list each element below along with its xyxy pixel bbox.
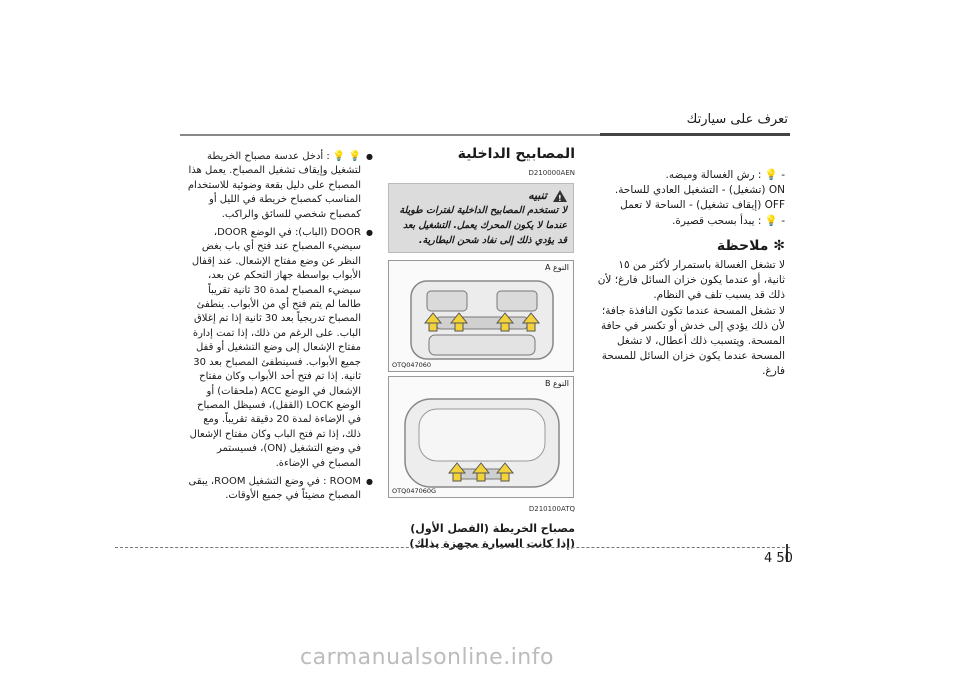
header-rule-accent — [600, 133, 790, 136]
figure-type-a — [388, 260, 574, 372]
bullet-map-lamp: ● 💡 💡 : أدخل عدسة مصباح الخريطة لتشغيل وإيقاف تشغيل المصباح. يعمل هذا المصباح على دليل بقعة وضوئية للاستخدام المناسب كمصباح خريطة في الليل أو كمصباح شخصي للسائق والراكب. — [183, 150, 373, 222]
page-number: 4 50 — [764, 551, 793, 566]
caption-code: D210100ATQ — [528, 505, 575, 513]
notice-text-2: لا تشغل المسحة عندما تكون النافذة جافة؛ لأن ذلك يؤدي إلى خدش أو تكسر في حافة المسحة. ويتسبب ذلك أعطال، لا تشغل المسحة عندما يكون خزان السائل للمسحة فارغ. — [600, 304, 785, 378]
notice-star-icon: ✻ — [768, 237, 785, 254]
section-title-interior-lights: المصابيح الداخلية — [457, 146, 575, 162]
middle-section-title-wrap — [390, 147, 575, 181]
wiper-line-2: ON (تشغيل) - التشغيل العادي للساحة. — [614, 184, 785, 197]
left-column — [183, 150, 373, 504]
warning-text: لا تستخدم المصابيح الداخلية لفترات طويلة عندما لا يكون المحرك يعمل. التشغيل بعد قد يؤدي ذلك إلى نفاد شحن البطارية. — [399, 205, 567, 246]
figure-a-code: OTQ047060 — [392, 361, 432, 369]
notice-text-1: لا تشغل الغسالة باستمرار لأكثر من ١٥ ثانية، أو عندما يكون خزان السائل فارغ؛ لأن ذلك قد يسبب تلف في النظام. — [597, 259, 785, 302]
wiper-line-3: OFF (إيقاف تشغيل) - الساحة لا تعمل — [620, 199, 785, 212]
watermark: carmanualsonline.info — [300, 645, 554, 670]
caption-subtitle: (إذا كانت السيارة مجهزة بذلك) — [409, 537, 575, 551]
figure-type-b — [388, 376, 574, 498]
warning-box — [388, 183, 574, 253]
figure-a-label: النوع A — [544, 263, 569, 272]
right-column — [595, 168, 785, 380]
page-header-title: تعرف على سيارتك — [686, 112, 788, 127]
wiper-line-4: - 💡 : يبدأ بسحب قصيرة. — [672, 214, 785, 227]
bullet-room-mode: ● ROOM : في وضع التشغيل ROOM، يبقى المصباح مضيئاً في جميع الأوقات. — [183, 475, 373, 504]
caption-title: مصباح الخريطة (الفصل الأول) — [410, 522, 575, 536]
warning-triangle-icon — [553, 190, 567, 202]
map-lamp-illustration-b — [389, 377, 574, 498]
warning-title: ! تنبيه — [395, 188, 567, 203]
wiper-line-1: - 💡 : رش الغسالة وميضه. — [665, 169, 785, 181]
map-lamp-illustration-a — [389, 261, 574, 372]
section-code: D210000AEN — [528, 169, 575, 178]
caption-block — [390, 502, 575, 552]
figure-b-code: OTQ047060G — [392, 487, 437, 495]
figure-b-label: النوع B — [544, 379, 569, 388]
notice-title: ✻ ملاحظة — [716, 237, 785, 254]
footer-rule — [115, 547, 790, 548]
bullet-door-mode: ● DOOR (الباب): في الوضع DOOR، سيضيء المصباح عند فتح أي باب بغض النظر عن وضع مفتاح الإشعال. عند إقفال الأبواب بواسطة جهاز التحكم عن بعد، سيضيء المصباح لمدة 30 ثانية تقريباً طالما لم يتم فتح أي من الأبواب. ينطفئ المصباح تدريجياً بعد 30 ثانية إذا تم إغلاق الباب. على الرغم من ذلك، إذا تمت إدارة مفتاح الإشعال إلى وضع التشغيل أو قفل جميع الأبواب. فسينطفئ المصباح بعد 30 ثانية. إذا تم فتح أحد الأبواب وكان مفتاح الإشعال في الوضع ACC (ملحقات) أو الوضع LOCK (القفل)، فسيظل المصباح في الإضاءة لمدة 20 دقيقة تقريباً. ومع ذلك، إذا تم فتح الباب وكان مفتاح الإشعال في وضع التشغيل (ON)، فسيستمر المصباح في الإضاءة. — [183, 226, 373, 471]
